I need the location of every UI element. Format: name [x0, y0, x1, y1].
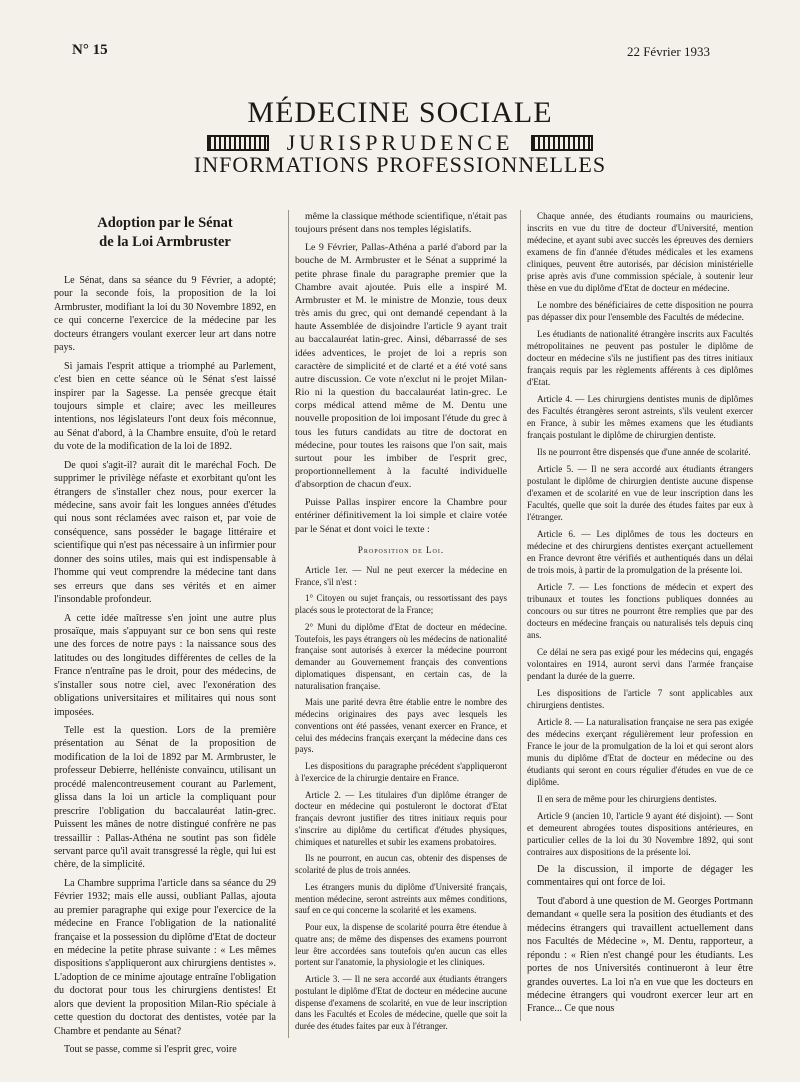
law-paragraph: Les dispositions de l'article 7 sont applicables aux chirurgiens dentistes. [527, 688, 753, 710]
issue-date: 22 Février 1933 [626, 44, 710, 59]
law-paragraph: Article 4. — Les chirurgiens dentistes munis de diplômes des Facultés étrangères seront astreints, s'ils veulent exercer en France, à subir les mêmes examens que les étudiants français postulant le diplôme de chirurgien dentiste. [527, 394, 753, 440]
law-paragraph: Les dispositions du paragraphe précédent s'appliqueront à l'exercice de la chirurgie dentaire en France. [295, 761, 507, 783]
law-heading: Proposition de Loi. [357, 544, 445, 555]
paragraph: La Chambre supprima l'article dans sa séance du 29 Février 1932; mais elle aussi, oubliant Pallas, ajouta au premier paragraphe qui exige pour l'exercice de la médecine en France l'obligation de la nationalité française et la possession du diplôme d'Etat de docteur en médecine la petite phrase suivante : « Les mêmes dispositions s'appliqueront aux chirurgiens dentistes ». L'adoption de ce minime ajoutage entraîne l'obligation du doctorat pour tous les chirurgiens dentistes! Et alors que devient la proposition Milan-Rio spéciale à cette question du doctorat des dentistes, votée par la Chambre et pendante au Sénat? [54, 877, 276, 1037]
law-paragraph: Ils ne pourront, en aucun cas, obtenir des dispenses de scolarité de plus de trois années. [295, 853, 507, 876]
paragraph: Tout se passe, comme si l'esprit grec, voire [64, 1044, 237, 1056]
masthead-title: MÉDECINE SOCIALE [247, 96, 553, 129]
law-paragraph: Article 1er. — Nul ne peut exercer la médecine en France, s'il n'est : [295, 564, 507, 587]
law-paragraph: Article 2. — Les titulaires d'un diplôme étranger de docteur en médecine qui postuleront le doctorat d'Etat français devront justifier des titres initiaux requis pour s'inscrire au diplôme du certificat d'études physiques, chimiques et naturelles et subir les examens probatoires. [295, 789, 507, 847]
ornament-right-icon [531, 135, 593, 151]
column-2 [288, 210, 507, 1038]
law-paragraph: Article 3. — Il ne sera accordé aux étudiants étrangers postulant le diplôme d'Etat de docteur en médecine aucune dispense d'examens de scolarité, en vue de leur inscription dans les Facultés et Ecoles de médecine, quelle que soit la durée des études faites par eux à l'étranger. [295, 974, 507, 1032]
law-paragraph: Article 7. — Les fonctions de médecin et expert des tribunaux et toutes les fonctions publiques données au concours ou sur titres ne pourront être remplies que par des docteurs en médecine français ou naturalisés tels depuis cinq ans. [527, 582, 753, 640]
law-paragraph: Ils ne pourront être dispensés que d'une année de scolarité. [537, 447, 751, 457]
law-paragraph: Article 8. — La naturalisation française ne sera pas exigée des médecins exerçant régulièrement leur profession en France le jour de la promulgation de la loi et qui seront alors munis du diplôme d'Etat de docteur en médecine ou des étudiants qui seront en cours régulier d'études en vue de ce diplôme. [527, 717, 753, 787]
law-paragraph: Les étrangers munis du diplôme d'Université français, mention médecine, seront astreints aux mêmes conditions, sauf en ce qui concerne la scolarité et les examens. [295, 881, 507, 916]
masthead-subtitle-2: INFORMATIONS PROFESSIONNELLES [193, 152, 607, 177]
paragraph: Le Sénat, dans sa séance du 9 Février, a adopté; pour la seconde fois, la proposition de la loi Armbruster, modifiant la loi du 30 Novembre 1892, en ce qui concerne l'exercice de la médecine par les docteurs étrangers voulant exercer leur art dans notre pays. [54, 275, 276, 354]
paragraph: A cette idée maîtresse s'en joint une autre plus prosaïque, mais s'appuyant sur ce bon sens qui reste une des forces de notre pays : la naissance sous des latitudes ou des longitudes différentes de celles de la France n'entraîne pas le droit, pour des médecins, de s'installer sous notre ciel, avec l'exonération des obligations universitaires et militaires qui nous sont imposées. [54, 612, 276, 718]
paragraph: même la classique méthode scientifique, n'était pas toujours présent dans nos temples législatifs. [295, 211, 507, 236]
ornament-left-icon [207, 135, 269, 151]
article-title: Adoption par le Sénat de la Loi Armbruster [97, 215, 233, 250]
law-paragraph: Article 9 (ancien 10, l'article 9 ayant été disjoint). — Sont et demeurent abrogées toutes dispositions antérieures, en particulier celles de la loi du 30 Novembre 1892, qui sont contraires aux dispositions de la présente loi. [527, 811, 753, 857]
law-paragraph: Les étudiants de nationalité étrangère inscrits aux Facultés métropolitaines ne peuvent pas postuler le diplôme de docteur en médecine s'ils ne justifient pas des titres initiaux français requis par les règlements afférents à ces diplômes d'Etat. [527, 329, 753, 387]
law-paragraph: Il en sera de même pour les chirurgiens dentistes. [537, 794, 717, 804]
paragraph: Si jamais l'esprit attique a triomphé au Parlement, c'est bien en cette séance où le Sénat s'est laissé inspirer par la Sagesse. La pensée grecque était toujours simple et claire; avec les meilleures intentions, nos législateurs l'ont deux fois méconnue, au Sénat d'abord, à la Chambre ensuite, d'où le retard du vote de la modification de la loi de 1892. [54, 360, 276, 453]
paragraph: De la discussion, il importe de dégager les commentaires qui ont force de loi. [527, 864, 753, 889]
paragraph: Le 9 Février, Pallas-Athéna a parlé d'abord par la bouche de M. Armbruster et le Sénat a supprimé la petite phrase finale du paragraphe premier que la Chambre avait ajoutée. Puis elle a inspiré M. Armbruster et M. le ministre de Monzie, tous deux très amis du grec, qui ont demandé cependant à la haute Assemblée de disjoindre l'article 9 ayant trait au baccalauréat latin-grec. Ainsi, débarrassé de ses idées adventices, le projet de loi a repris son caractère de simplicité et de clarté et a été voté sans autre discussion. Ce vote n'exclut ni le projet Milan-Rio ni la question du baccalauréat latin-grec. Le corps médical attend même de M. Dentu une nouvelle proposition de loi imposant l'étude du grec à tous les futurs candidats au titre de doctorat en médecine, pour toutes les raisons que l'on sait, mais surtout pour les imbiber de l'esprit grec, proportionnellement à la faculté individuelle d'absorption de chacun d'eux. [295, 242, 507, 491]
law-paragraph: 1° Citoyen ou sujet français, ou ressortissant des pays placés sous le protectorat de la France; [295, 593, 507, 616]
law-paragraph: Le nombre des bénéficiaires de cette disposition ne pourra pas dépasser dix pour l'ensemble des Facultés de médecine. [527, 300, 753, 322]
law-paragraph: Pour eux, la dispense de scolarité pourra être étendue à quatre ans; de même des dispenses des examens pourront leur être accordées sans toutefois qu'en aucun cas elles portent sur l'anatomie, la physiologie et les cliniques. [295, 922, 507, 968]
law-paragraph: Ce délai ne sera pas exigé pour les médecins qui, engagés volontaires en 1914, auront servi dans l'armée française pendant la durée de la guerre. [527, 647, 753, 681]
law-paragraph: Mais une parité devra être établie entre le nombre des médecins originaires des pays avec lesquels les conventions ont été passées, venant exercer en France, et celui des médecins français exerçant la médecine dans ces pays. [295, 697, 507, 755]
law-paragraph: Chaque année, des étudiants roumains ou mauriciens, inscrits en vue du titre de docteur d'Université, mention médecine, et ayant subi avec succès les épreuves des derniers examens de fin d'année d'études médicales et les examens cliniques, peuvent être autorisés, par décision ministérielle prise après avis d'une commission spéciale, à soutenir leur thèse en vue du diplôme d'Etat de docteur en médecine. [527, 211, 753, 293]
paragraph: Tout d'abord à une question de M. Georges Portmann demandant « quelle sera la position des étudiants et des médecins étrangers qui travaillent actuellement dans nos Facultés de Médecine », M. Dentu, rapporteur, a répondu : « Rien n'est changé pour les étudiants. Les portes de nos Universités continueront à leur être grandes ouvertes. La loi n'a en vue que les docteurs en médecine étrangers qui voudront exercer leur art en France... Ce que nous [527, 895, 753, 1015]
column-3 [520, 210, 753, 1021]
masthead-subtitle-1: JURISPRUDENCE [286, 130, 514, 155]
column-1 [54, 208, 276, 1062]
issue-number: N° 15 [72, 42, 108, 58]
paragraph: De quoi s'agit-il? aurait dit le maréchal Foch. De supprimer le privilège néfaste et exorbitant qu'ont les étrangers de s'installer chez nous, pour exercer la médecine, sans avoir fait les longues années d'études qui nous sont réclamées avec raison et, par voie de conséquence, sans posséder le bagage littéraire et scientifique qui n'est pas nécessaire à un infirmier pour donner des soins utiles, mais qui est indispensable à l'homme qui veut comprendre la médecine tant dans ses erreurs que dans ses vérités et en aimer l'insondable profondeur. [54, 459, 276, 606]
paragraph: Telle est la question. Lors de la première présentation au Sénat de la proposition de modification de la loi de 1892 par M. Armbruster, le professeur Debierre, helléniste convaincu, utilisant un procédé malencontreusement courant au Parlement, glissa dans la loi un article la compliquant pour prescrire l'obligation du baccalauréat latin-grec. Puissent les mânes de notre distingué confrère ne pas tressaillir : Pallas-Athéna ne soutint pas son fidèle servant parce qu'il avait transgressé la règle, qui lui est chère, de la simplicité. [54, 725, 276, 871]
paragraph: Puisse Pallas inspirer encore la Chambre pour entériner définitivement la loi simple et claire votée par le Sénat et dont voici le texte : [295, 497, 507, 535]
law-paragraph: Article 5. — Il ne sera accordé aux étudiants étrangers postulant le diplôme de chirurgien dentiste aucune dispense d'examen et de scolarité en vue de leur inscription dans les Facultés, quelle que soit la durée des études faites par eux à l'étranger. [527, 464, 753, 522]
law-paragraph: 2° Muni du diplôme d'Etat de docteur en médecine. Toutefois, les pays étrangers où les médecins de nationalité française sont autorisés à exercer la médecine pourront demander au Gouvernement français des conventions diplomatiques dispensant, en certain cas, de la naturalisation française. [295, 621, 507, 691]
law-paragraph: Article 6. — Les diplômes de tous les docteurs en médecine et des chirurgiens dentistes exerçant actuellement en France devront être vérifiés et authentiqués dans un délai de trois mois, à partir de la promulgation de la présente loi. [527, 529, 753, 575]
